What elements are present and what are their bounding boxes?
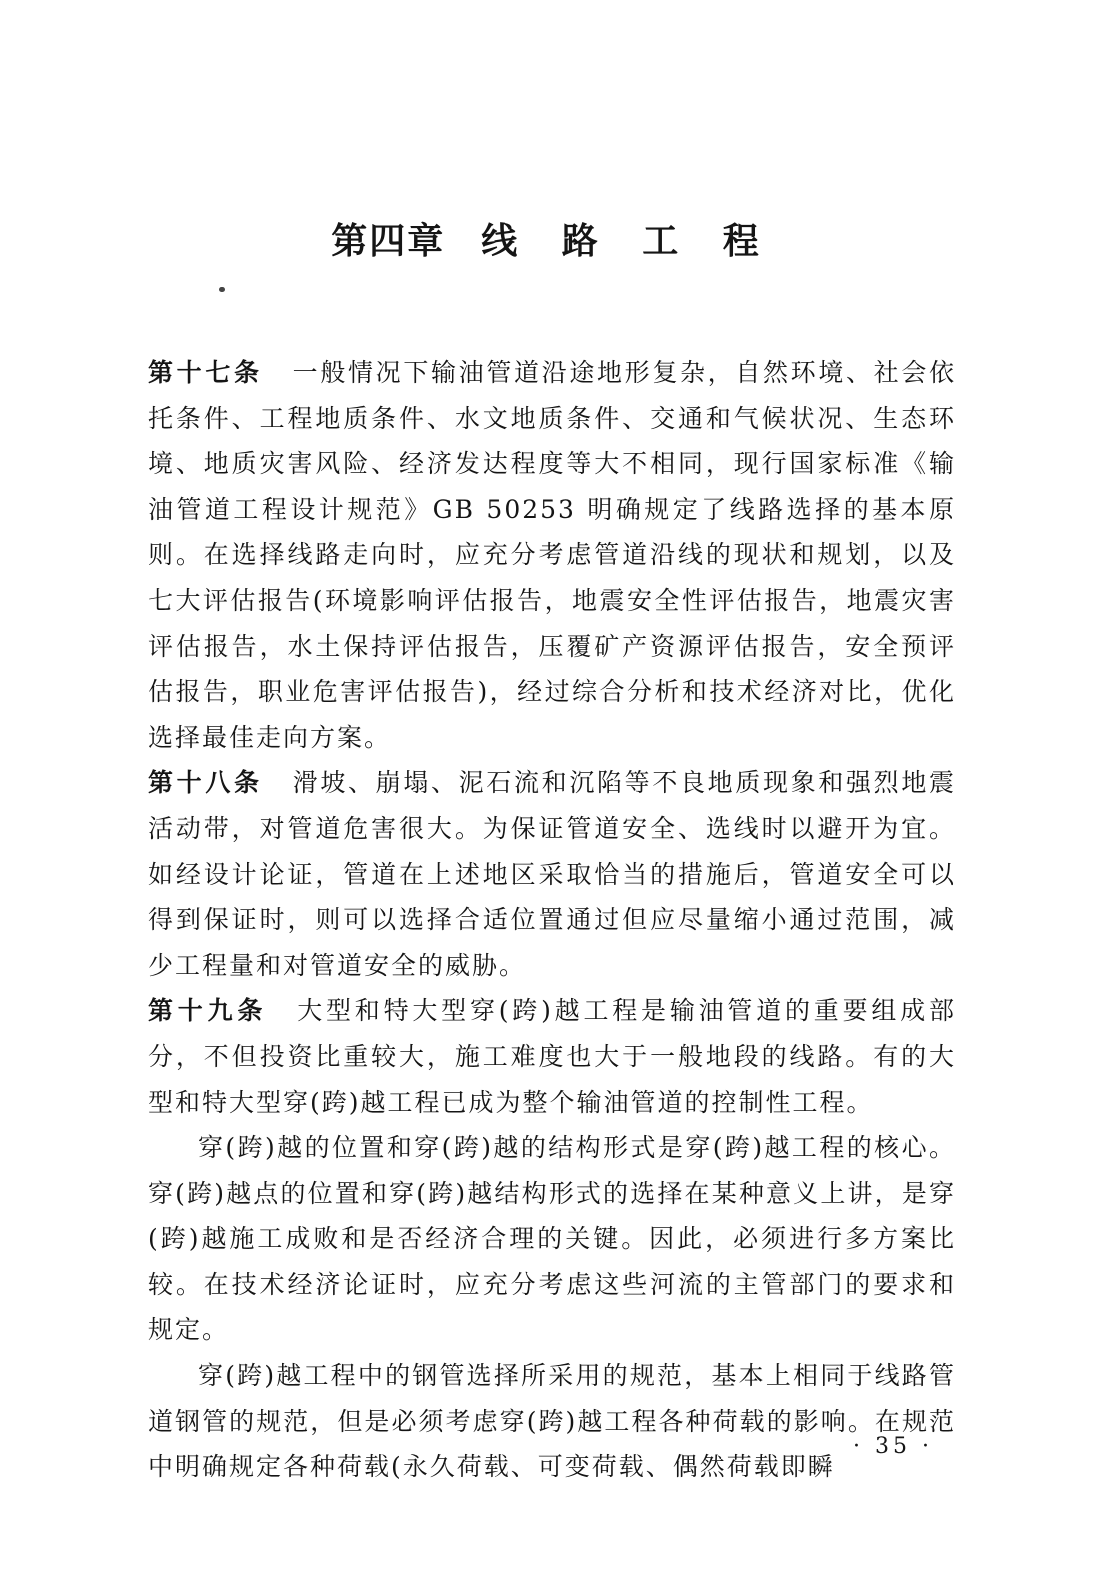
paragraph-crossing-location: 穿(跨)越的位置和穿(跨)越的结构形式是穿(跨)越工程的核心。穿(跨)越点的位置和穿(跨)越结构形式的选择在某种意义上讲，是穿(跨)越施工成败和是否经济合理的关键。因此，必须进行多方案比较。在技术经济论证时，应充分考虑这些河流的主管部门的要求和规定。: [148, 1133, 956, 1345]
chapter-name: 线 路 工 程: [481, 221, 775, 262]
page-number: · 35 ·: [853, 1434, 933, 1459]
article-text: 滑坡、崩塌、泥石流和沉陷等不良地质现象和强烈地震活动带，对管道危害很大。为保证管道安全、选线时以避开为宜。如经设计论证，管道在上述地区采取恰当的措施后，管道安全可以得到保证时，则可以选择合适位置通过但应尽量缩小通过范围，减少工程量和对管道安全的威胁。: [148, 768, 956, 980]
article-number: 第十九条: [148, 996, 268, 1026]
article-number: 第十七条: [148, 358, 263, 387]
body-text: [148, 350, 956, 1490]
paragraph-crossing-steel-pipe: 穿(跨)越工程中的钢管选择所采用的规范，基本上相同于线路管道钢管的规范，但是必须考虑穿(跨)越工程各种荷载的影响。在规范中明确规定各种荷载(永久荷载、可变荷载、偶然荷载即瞬: [148, 1361, 956, 1482]
article-number: 第十八条: [148, 768, 263, 798]
chapter-title: [0, 216, 1106, 268]
article-18: [148, 760, 956, 988]
chapter-number: 第四章: [331, 221, 446, 262]
article-19: [148, 988, 956, 1125]
article-text: 一般情况下输油管道沿途地形复杂，自然环境、社会依托条件、工程地质条件、水文地质条件、交通和气候状况、生态环境、地质灾害风险、经济发达程度等大不相同，现行国家标准《输油管道工程设计规范》GB 50253 明确规定了线路选择的基本原则。在选择线路走向时，应充分考虑管道沿线的现状和规划，以及七大评估报告(环境影响评估报告，地震安全性评估报告，地震灾害评估报告，水土保持评估报告，压覆矿产资源评估报告，安全预评估报告，职业危害评估报告)，经过综合分析和技术经济对比，优化选择最佳走向方案。: [148, 358, 956, 752]
article-17: [148, 350, 956, 760]
article-text: 大型和特大型穿(跨)越工程是输油管道的重要组成部分，不但投资比重较大，施工难度也大于一般地段的线路。有的大型和特大型穿(跨)越工程已成为整个输油管道的控制性工程。: [148, 996, 956, 1117]
scan-speck: [219, 287, 225, 292]
